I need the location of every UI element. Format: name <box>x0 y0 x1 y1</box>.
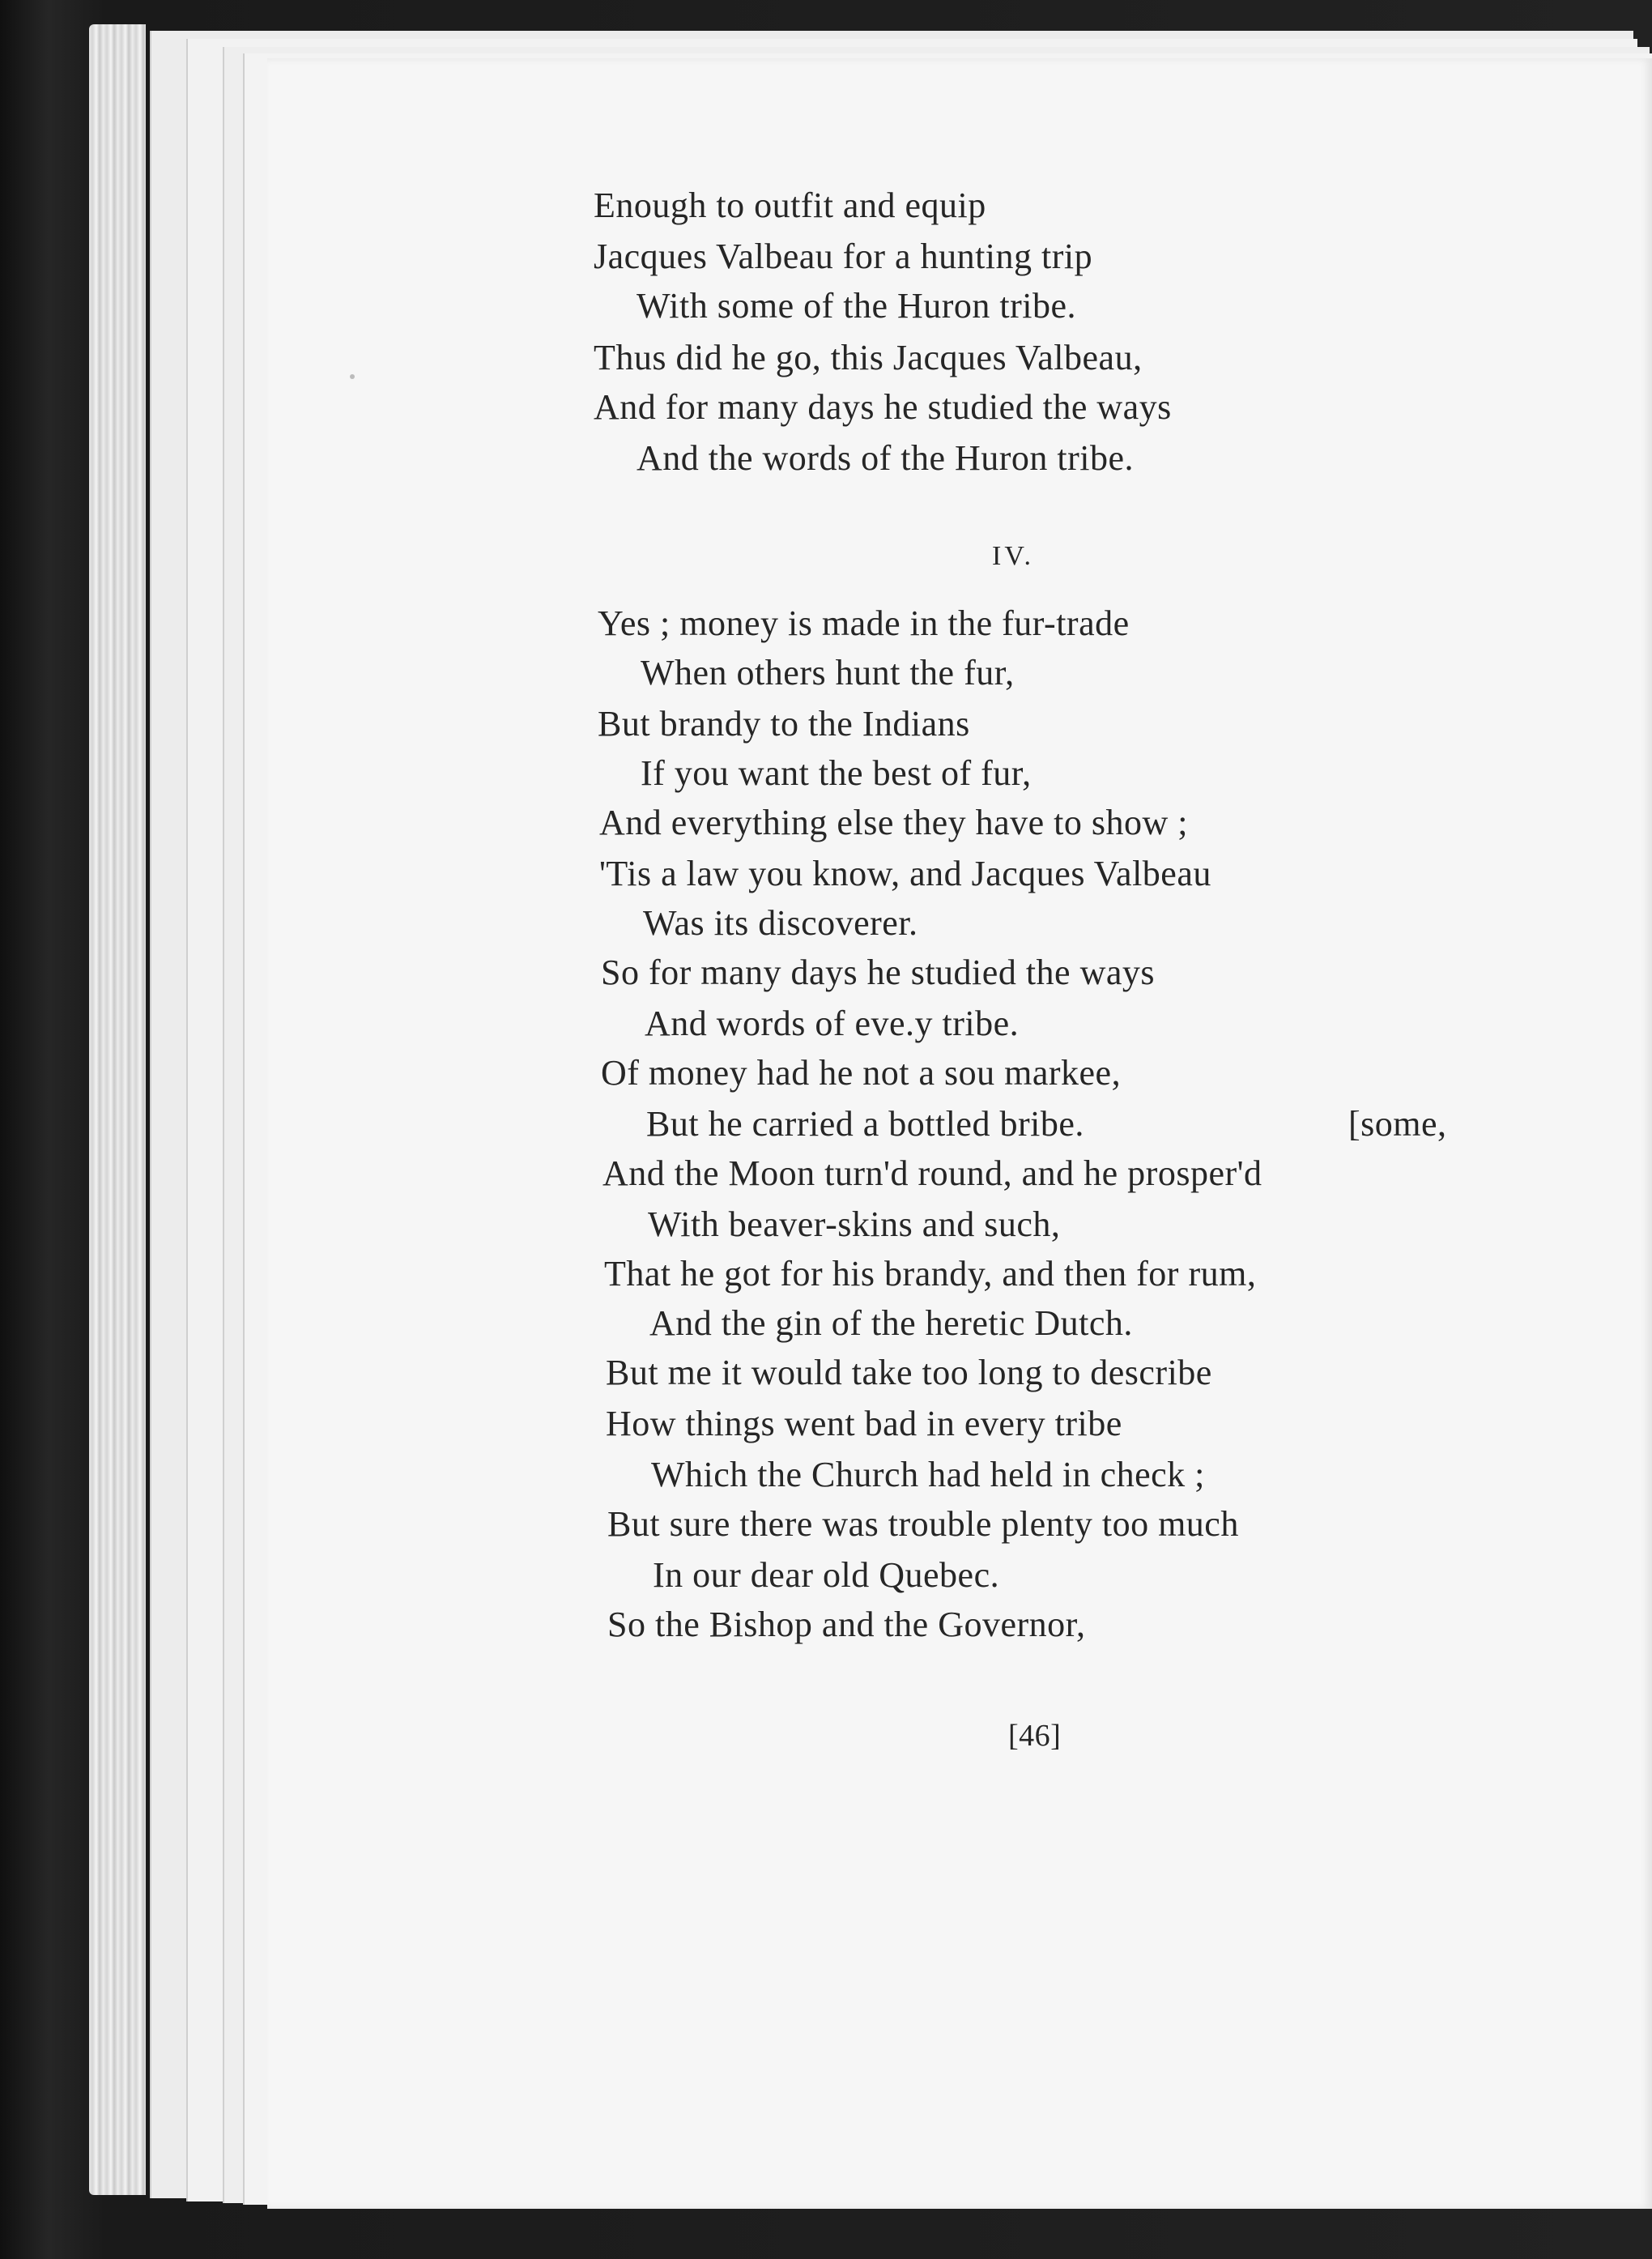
poem-line: And for many days he studied the ways <box>594 387 1172 427</box>
poem-line: So the Bishop and the Governor, <box>607 1605 1086 1644</box>
section-heading: IV. <box>992 541 1034 571</box>
poem-line: Which the Church had held in check ; <box>651 1455 1205 1494</box>
poem-line: Enough to outfit and equip <box>594 185 986 225</box>
poem-line: And the words of the Huron tribe. <box>637 438 1135 478</box>
poem-line: How things went bad in every tribe <box>606 1404 1122 1443</box>
poem-line: Thus did he go, this Jacques Valbeau, <box>594 338 1143 377</box>
poem-line: And words of eve.y tribe. <box>645 1004 1020 1043</box>
poem-line: If you want the best of fur, <box>641 753 1032 793</box>
poem-line: And the gin of the heretic Dutch. <box>649 1303 1133 1343</box>
poem-line: With beaver-skins and such, <box>648 1204 1061 1244</box>
poem-line: Jacques Valbeau for a hunting trip <box>594 237 1093 276</box>
poem-line: And the Moon turn'd round, and he prosper'd <box>602 1153 1262 1193</box>
poem-line: 'Tis a law you know, and Jacques Valbeau <box>599 854 1211 893</box>
poem-line: Was its discoverer. <box>643 903 918 943</box>
poem-text <box>267 58 1652 2209</box>
book-binding-edge <box>89 24 146 2195</box>
poem-line: But sure there was trouble plenty too much <box>607 1504 1239 1544</box>
poem-line: Yes ; money is made in the fur-trade <box>598 603 1130 643</box>
poem-line: That he got for his brandy, and then for rum, <box>604 1254 1257 1294</box>
poem-line: But brandy to the Indians <box>598 704 970 744</box>
page-speck <box>350 374 355 379</box>
poem-line: When others hunt the fur, <box>641 653 1015 693</box>
poem-line: But he carried a bottled bribe. <box>646 1104 1084 1144</box>
poem-line: In our dear old Quebec. <box>653 1555 1000 1595</box>
poem-line: But me it would take too long to describe <box>606 1353 1212 1392</box>
poem-line: With some of the Huron tribe. <box>637 286 1077 326</box>
poem-line: And everything else they have to show ; <box>599 803 1189 842</box>
poem-line-runover: [some, <box>1348 1104 1447 1144</box>
book-page <box>267 58 1652 2209</box>
poem-line: Of money had he not a sou markee, <box>601 1053 1122 1093</box>
poem-line: So for many days he studied the ways <box>601 953 1155 992</box>
page-number: [46] <box>1008 1719 1062 1753</box>
